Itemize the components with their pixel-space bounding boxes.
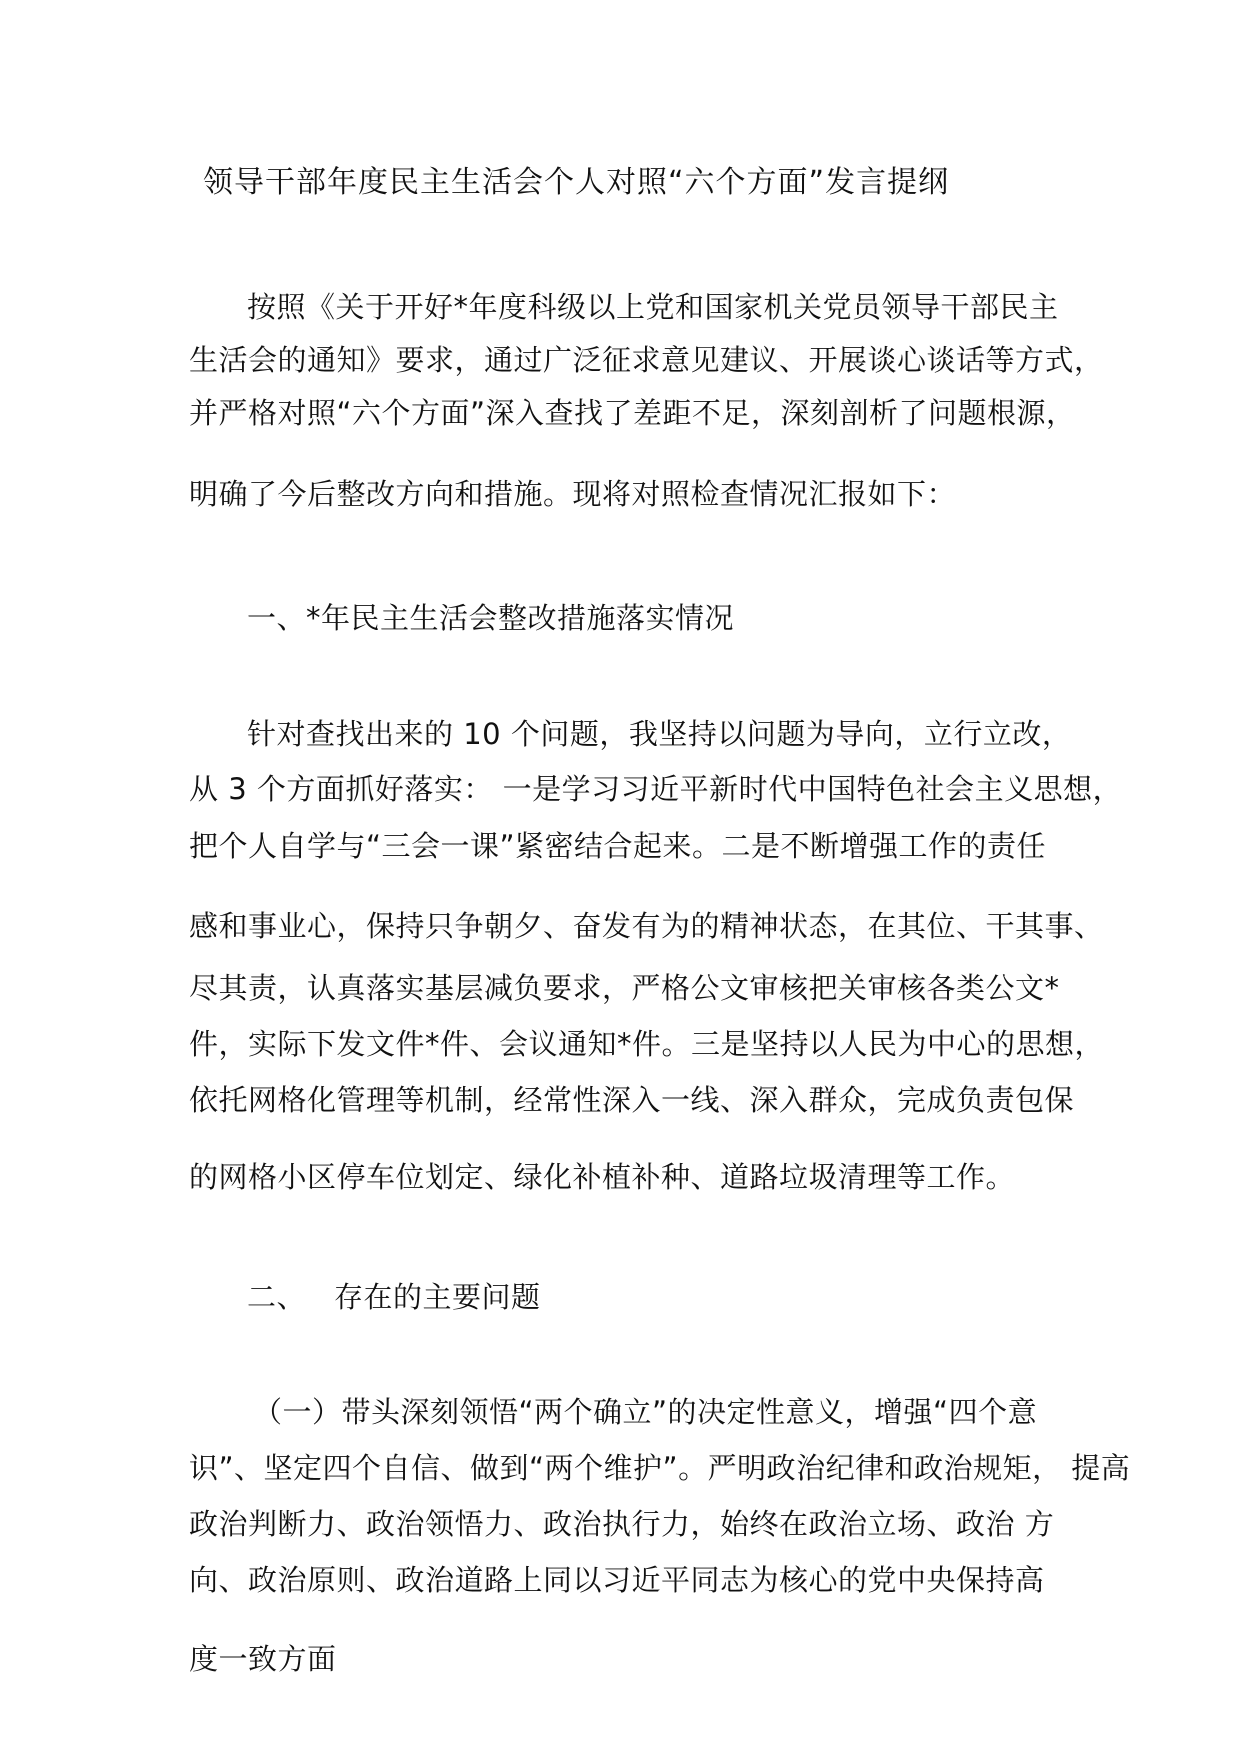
intro-line-1: 按照《关于开好*年度科级以上党和国家机关党员领导干部民主 (247, 290, 1059, 324)
section1-line-1: 针对查找出来的 10 个问题，我坚持以问题为导向，立行立改， (247, 717, 1072, 751)
subsection1-line-5: 度一致方面 (189, 1642, 337, 1676)
subsection1-line-2: 识”、坚定四个自信、做到“两个维护”。严明政治纪律和政治规矩， 提高 (189, 1451, 1131, 1485)
section2-heading-number: 二、 (247, 1280, 307, 1314)
section2-heading (247, 1277, 541, 1317)
section1-line-4: 感和事业心，保持只争朝夕、奋发有为的精神状态，在其位、干其事、 (189, 909, 1104, 943)
section1-heading: 一、*年民主生活会整改措施落实情况 (247, 601, 735, 635)
subsection1-line-3: 政治判断力、政治领悟力、政治执行力，始终在政治立场、政治 方 (189, 1507, 1055, 1541)
intro-line-4: 明确了今后整改方向和措施。现将对照检查情况汇报如下： (189, 477, 957, 511)
section1-line-7: 依托网格化管理等机制，经常性深入一线、深入群众，完成负责包保 (189, 1083, 1075, 1117)
section1-line-2: 从 3 个方面抓好落实： 一是学习习近平新时代中国特色社会主义思想， (189, 772, 1123, 806)
section2-heading-text: 存在的主要问题 (334, 1280, 541, 1314)
intro-line-2: 生活会的通知》要求，通过广泛征求意见建议、开展谈心谈话等方式， (189, 343, 1104, 377)
subsection1-line-1: （一）带头深刻领悟“两个确立”的决定性意义，增强“四个意 (253, 1395, 1038, 1429)
section1-line-3: 把个人自学与“三会一课”紧密结合起来。二是不断增强工作的责任 (189, 829, 1047, 863)
section1-line-6: 件，实际下发文件*件、会议通知*件。三是坚持以人民为中心的思想， (189, 1027, 1105, 1061)
section1-line-8: 的网格小区停车位划定、绿化补植补种、道路垃圾清理等工作。 (189, 1160, 1016, 1194)
section1-line-5: 尽其责，认真落实基层减负要求，严格公文审核把关审核各类公文* (189, 971, 1060, 1005)
intro-line-3: 并严格对照“六个方面”深入查找了差距不足，深刻剖析了问题根源， (189, 396, 1076, 430)
document-title: 领导干部年度民主生活会个人对照“六个方面”发言提纲 (203, 165, 950, 200)
subsection1-line-4: 向、政治原则、政治道路上同以习近平同志为核心的党中央保持高 (189, 1563, 1045, 1597)
